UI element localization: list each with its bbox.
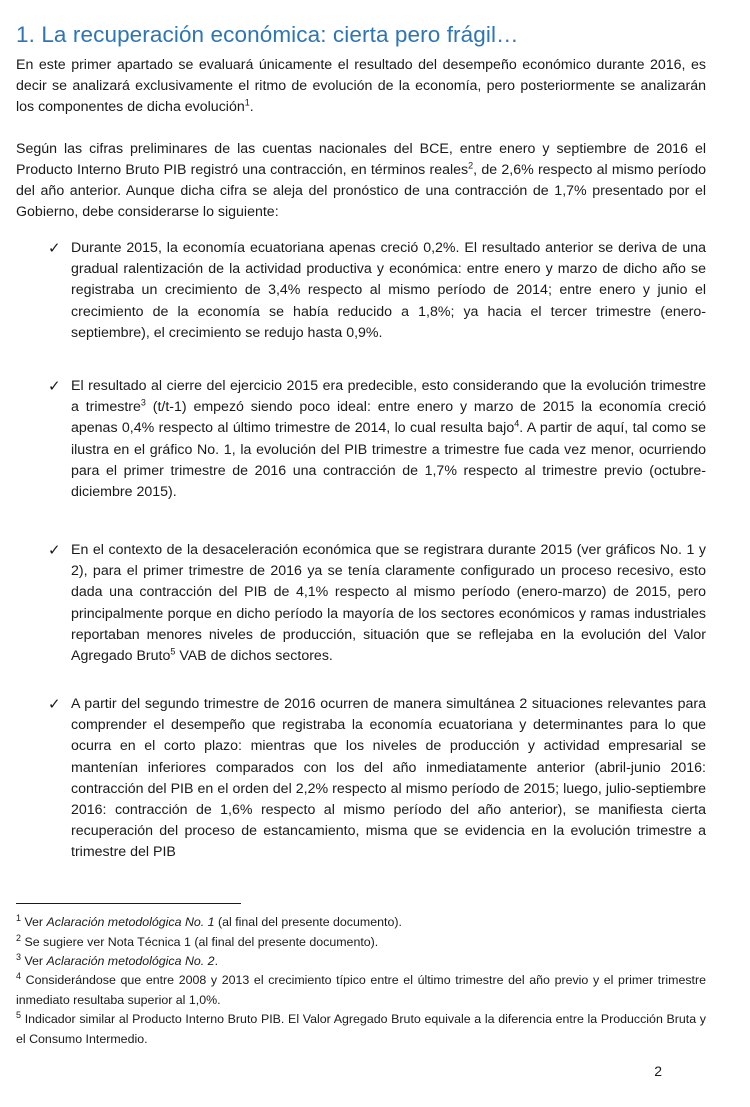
footnote-ref-3[interactable]: 3 (140, 397, 146, 408)
checkmark-icon: ✓ (48, 240, 61, 257)
footnote-1: $^1$ Ver Aclaración metodológica No. 1 (al final del presente documento). (16, 912, 402, 929)
footnote-ref-2[interactable]: 2 (468, 160, 474, 171)
footnote-3: $^3$ Ver Aclaración metodológica No. 2. (16, 951, 219, 968)
footnote-ref-4[interactable]: 4 (514, 418, 520, 429)
footnote-5: $^5$ Indicador similar al Producto Interno Bruto PIB. El Valor Agregado Bruto equivale a la diferencia entre la Producción Bruta y el Consumo Intermedio. (16, 1009, 706, 1046)
bullet-text: A partir del segundo trimestre de 2016 ocurren de manera simultánea 2 situaciones relevantes para comprender el desempeño que registraba la economía ecuatoriana y determinantes para lo que ocurra en el corto plazo: mientras que los niveles de producción y actividad empresarial se mantenían inferiores comparados con los del año inmediatamente anterior (abril-junio 2016: contracción del PIB en el orden del 2,2% respecto al mismo período de 2015; luego, julio-septiembre 2016: contracción de 1,6% respecto al mismo período del año anterior), se manifiesta cierta recuperación del proceso de estancamiento, misma que se evidencia en la evolución trimestre a trimestre del PIB (71, 696, 706, 861)
intro-paragraph: En este primer apartado se evaluará únicamente el resultado del desempeño económico durante 2016, es decir se analizará exclusivamente el ritmo de evolución de la economía, pero posteriormente se analizarán los componentes de dicha evolución$^1$. (16, 57, 706, 116)
bullet-text: En el contexto de la desaceleración económica que se registrara durante 2015 (ver gráficos No. 1 y 2), para el primer trimestre de 2016 ya se tenía claramente configurado un proceso recesivo, esto dada una contracción del PIB de 4,1% respecto al mismo período (enero-marzo) de 2015, pero principalmente porque en dicho período la mayoría de los sectores económicos y ramas industriales reportaban menores niveles de producción, situación que se reflejaba en la evolución del Valor Agregado Bruto$^5$ VAB de dichos sectores. (71, 542, 706, 665)
paragraph-gdp-figures: Según las cifras preliminares de las cuentas nacionales del BCE, entre enero y septiembre de 2016 el Producto Interno Bruto PIB registró una contracción, en términos reales$^2$, de 2,6% respecto al mismo período del año anterior. Aunque dicha cifra se aleja del pronóstico de una contracción de 1,7% presentado por el Gobierno, debe considerarse lo siguiente: (16, 141, 706, 221)
footnote-separator (16, 903, 241, 904)
checkmark-icon: ✓ (48, 542, 61, 559)
footnote-ref-1[interactable]: 1 (244, 97, 250, 108)
section-heading: 1. La recuperación económica: cierta pero frágil… (16, 22, 519, 47)
checkmark-icon: ✓ (48, 378, 61, 395)
footnote-4: $^4$ Considerándose que entre 2008 y 2013 el crecimiento típico entre el último trimestre del año previo y el primer trimestre inmediato resultaba superior al 1,0%. (16, 970, 706, 1007)
bullet-text: El resultado al cierre del ejercicio 2015 era predecible, esto considerando que la evolución trimestre a trimestre$^3$ (t/t-1) empezó siendo poco ideal: entre enero y marzo de 2015 la economía creció apenas 0,4% respecto al último trimestre de 2014, lo cual resulta bajo$^4$. A partir de aquí, tal como se ilustra en el gráfico No. 1, la evolución del PIB trimestre a trimestre fue cada vez menor, ocurriendo para el primer trimestre de 2016 una contracción de 1,7% respecto al trimestre previo (octubre-diciembre 2015). (71, 378, 706, 501)
bullet-text: Durante 2015, la economía ecuatoriana apenas creció 0,2%. El resultado anterior se deriva de una gradual ralentización de la actividad productiva y económica: entre enero y marzo de dicho año se registraba un crecimiento de 3,4% respecto al mismo período de 2014; entre enero y junio el crecimiento de la economía se había reducido a 1,8%; ya hacia el tercer trimestre (enero-septiembre), el crecimiento se redujo hasta 0,9%. (71, 240, 706, 341)
page-number: 2 (654, 1063, 662, 1079)
footnote-2: $^2$ Se sugiere ver Nota Técnica 1 (al final del presente documento). (16, 932, 379, 949)
checkmark-icon: ✓ (48, 696, 61, 713)
footnote-ref-5[interactable]: 5 (170, 646, 176, 657)
